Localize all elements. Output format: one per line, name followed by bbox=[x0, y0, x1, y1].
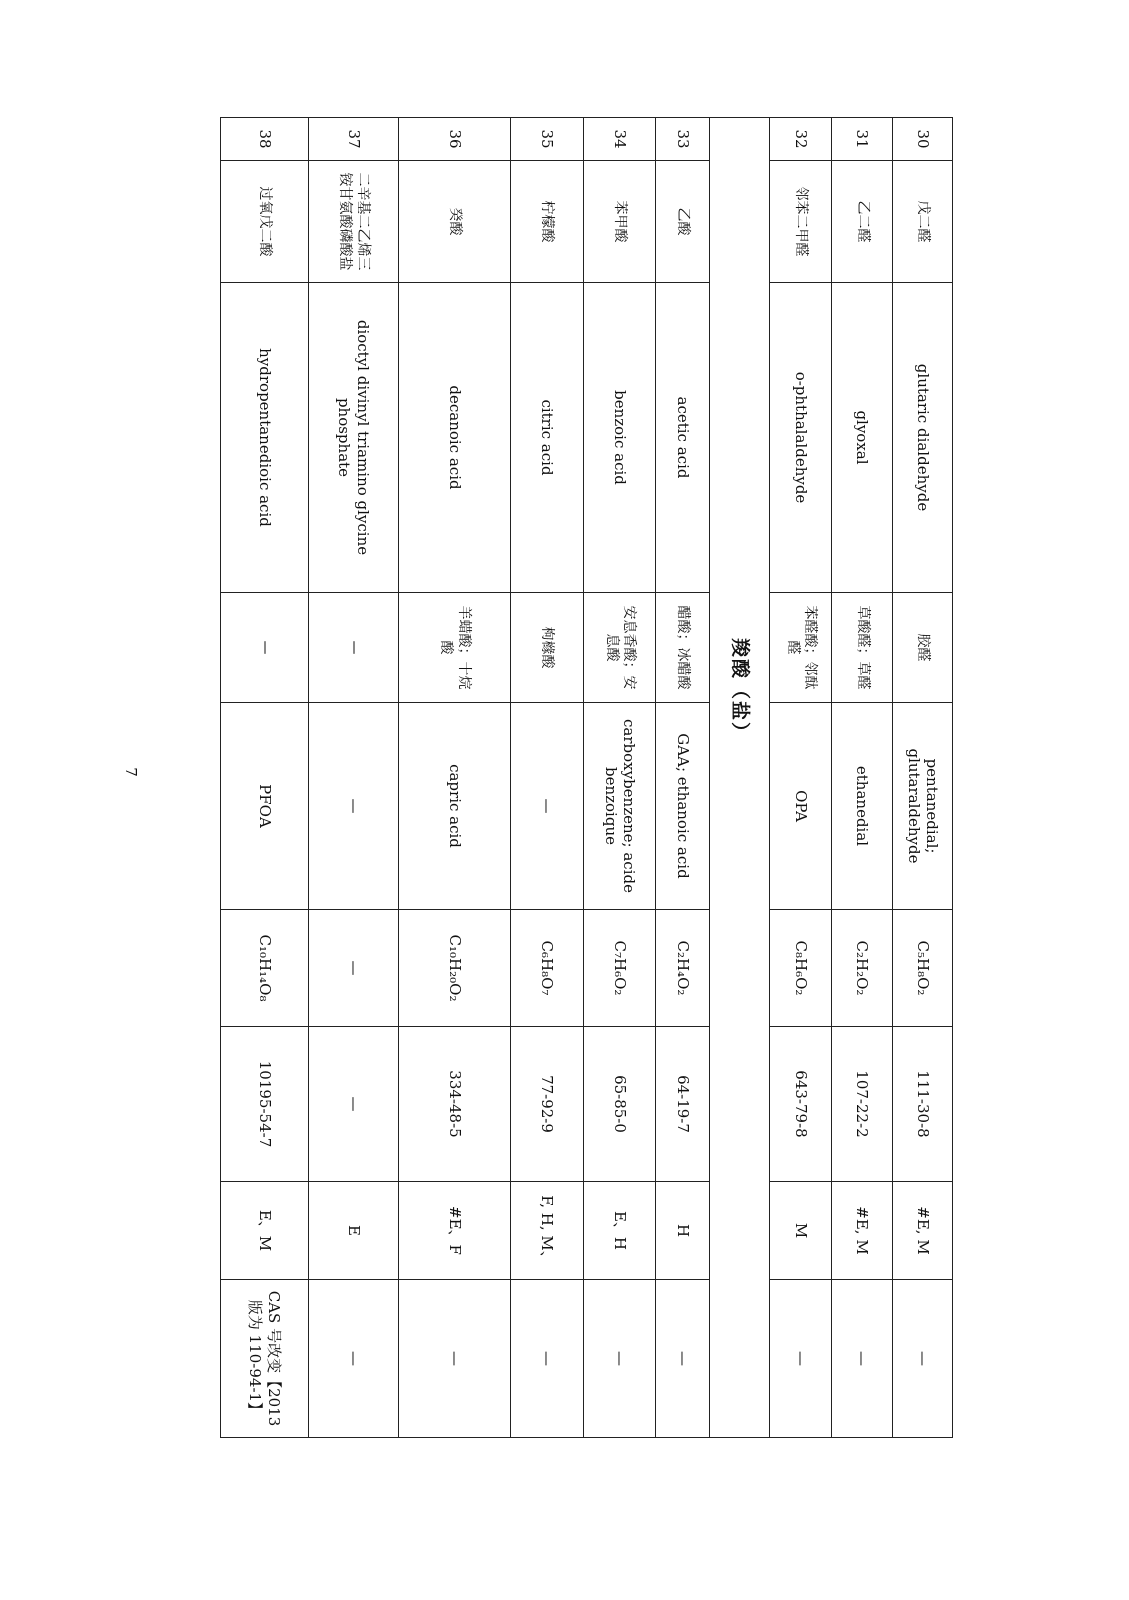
cell-formula: C₇H₆O₂ bbox=[583, 910, 655, 1027]
table-row bbox=[770, 118, 832, 1438]
cell-no: 35 bbox=[510, 118, 583, 161]
cell-cat: H bbox=[656, 1182, 710, 1280]
cell-cat: M bbox=[770, 1182, 832, 1280]
cell-note: — bbox=[510, 1280, 583, 1438]
cell-alias-cn: 草酸醛；草醛 bbox=[832, 593, 893, 703]
cell-note: — bbox=[398, 1280, 510, 1438]
cell-no: 36 bbox=[398, 118, 510, 161]
table-row bbox=[308, 118, 398, 1438]
section-title: 羧酸（盐） bbox=[710, 118, 770, 1438]
cell-cas: 334-48-5 bbox=[398, 1027, 510, 1182]
table-row bbox=[398, 118, 510, 1438]
cell-no: 30 bbox=[893, 118, 953, 161]
cell-no: 33 bbox=[656, 118, 710, 161]
cell-alias-cn: 羊蜡酸；十烷酸 bbox=[398, 593, 510, 703]
cell-alias-cn: 苯醛酸；邻酞醛 bbox=[770, 593, 832, 703]
cell-cn: 乙酸 bbox=[656, 161, 710, 283]
cell-cn: 癸酸 bbox=[398, 161, 510, 283]
cell-alias-en: GAA; ethanoic acid bbox=[656, 703, 710, 910]
cell-en: benzoic acid bbox=[583, 283, 655, 593]
cell-formula: C₁₀H₁₄O₈ bbox=[221, 910, 309, 1027]
cell-cn: 戊二醛 bbox=[893, 161, 953, 283]
table-row bbox=[221, 118, 309, 1438]
cell-cas: 65-85-0 bbox=[583, 1027, 655, 1182]
cell-en: hydropentanedioic acid bbox=[221, 283, 309, 593]
cell-cas: 64-19-7 bbox=[656, 1027, 710, 1182]
cell-cat: #E、F bbox=[398, 1182, 510, 1280]
cell-cas: — bbox=[308, 1027, 398, 1182]
cell-en: glutaric dialdehyde bbox=[893, 283, 953, 593]
cell-alias-en: — bbox=[308, 703, 398, 910]
cell-formula: C₈H₆O₂ bbox=[770, 910, 832, 1027]
cell-cat: #E, M bbox=[893, 1182, 953, 1280]
cell-note: — bbox=[308, 1280, 398, 1438]
cell-formula: C₂H₄O₂ bbox=[656, 910, 710, 1027]
cell-alias-cn: — bbox=[221, 593, 309, 703]
cell-cn: 苯甲酸 bbox=[583, 161, 655, 283]
cell-alias-cn: 安息香酸；安息酸 bbox=[583, 593, 655, 703]
table-row bbox=[893, 118, 953, 1438]
cell-no: 31 bbox=[832, 118, 893, 161]
cell-en: decanoic acid bbox=[398, 283, 510, 593]
rotated-table-container bbox=[220, 117, 953, 1437]
table-row bbox=[832, 118, 893, 1438]
cell-alias-cn: 醋酸；冰醋酸 bbox=[656, 593, 710, 703]
cell-alias-en: PFOA bbox=[221, 703, 309, 910]
cell-cn: 乙二醛 bbox=[832, 161, 893, 283]
cell-alias-en: — bbox=[510, 703, 583, 910]
cell-cn: 过氧戊二酸 bbox=[221, 161, 309, 283]
cell-alias-en: pentanedial; glutaraldehyde bbox=[893, 703, 953, 910]
cell-alias-en: ethanedial bbox=[832, 703, 893, 910]
cell-note: — bbox=[832, 1280, 893, 1438]
cell-cat: F, H, M、 bbox=[510, 1182, 583, 1280]
cell-cat: E、H bbox=[583, 1182, 655, 1280]
cell-en: glyoxal bbox=[832, 283, 893, 593]
cell-alias-cn: 枸橼酸 bbox=[510, 593, 583, 703]
table-row bbox=[510, 118, 583, 1438]
cell-note: CAS 号改变【2013 版为 110-94-1】 bbox=[221, 1280, 309, 1438]
cell-note: — bbox=[656, 1280, 710, 1438]
cell-en: acetic acid bbox=[656, 283, 710, 593]
cell-alias-en: capric acid bbox=[398, 703, 510, 910]
cell-cas: 77-92-9 bbox=[510, 1027, 583, 1182]
cell-cas: 10195-54-7 bbox=[221, 1027, 309, 1182]
cell-en: o-phthalaldehyde bbox=[770, 283, 832, 593]
cell-formula: C₁₀H₂₀O₂ bbox=[398, 910, 510, 1027]
cell-alias-en: OPA bbox=[770, 703, 832, 910]
cell-en: citric acid bbox=[510, 283, 583, 593]
cell-cat: E bbox=[308, 1182, 398, 1280]
cell-formula: C₅H₈O₂ bbox=[893, 910, 953, 1027]
cell-cas: 111-30-8 bbox=[893, 1027, 953, 1182]
cell-cn: 二辛基二乙烯三铵甘氨酸磷酸盐 bbox=[308, 161, 398, 283]
table-row bbox=[583, 118, 655, 1438]
cell-cn: 柠檬酸 bbox=[510, 161, 583, 283]
cell-no: 38 bbox=[221, 118, 309, 161]
cell-alias-en: carboxybenzene; acide benzoique bbox=[583, 703, 655, 910]
cell-no: 37 bbox=[308, 118, 398, 161]
cell-cat: #E, M bbox=[832, 1182, 893, 1280]
cell-no: 32 bbox=[770, 118, 832, 161]
cell-no: 34 bbox=[583, 118, 655, 161]
cell-formula: — bbox=[308, 910, 398, 1027]
cell-en: dioctyl divinyl triamino glycine phosphate bbox=[308, 283, 398, 593]
chemical-table bbox=[220, 117, 953, 1438]
cell-alias-cn: 胶醛 bbox=[893, 593, 953, 703]
table-body-top bbox=[221, 118, 953, 1438]
cell-formula: C₆H₈O₇ bbox=[510, 910, 583, 1027]
page-number: 7 bbox=[122, 767, 140, 777]
cell-cn: 邻苯二甲醛 bbox=[770, 161, 832, 283]
table-row bbox=[656, 118, 710, 1438]
cell-note: — bbox=[893, 1280, 953, 1438]
cell-alias-cn: — bbox=[308, 593, 398, 703]
cell-cas: 107-22-2 bbox=[832, 1027, 893, 1182]
cell-cas: 643-79-8 bbox=[770, 1027, 832, 1182]
cell-note: — bbox=[583, 1280, 655, 1438]
cell-note: — bbox=[770, 1280, 832, 1438]
section-header-row bbox=[710, 118, 770, 1438]
cell-cat: E、M bbox=[221, 1182, 309, 1280]
cell-formula: C₂H₂O₂ bbox=[832, 910, 893, 1027]
